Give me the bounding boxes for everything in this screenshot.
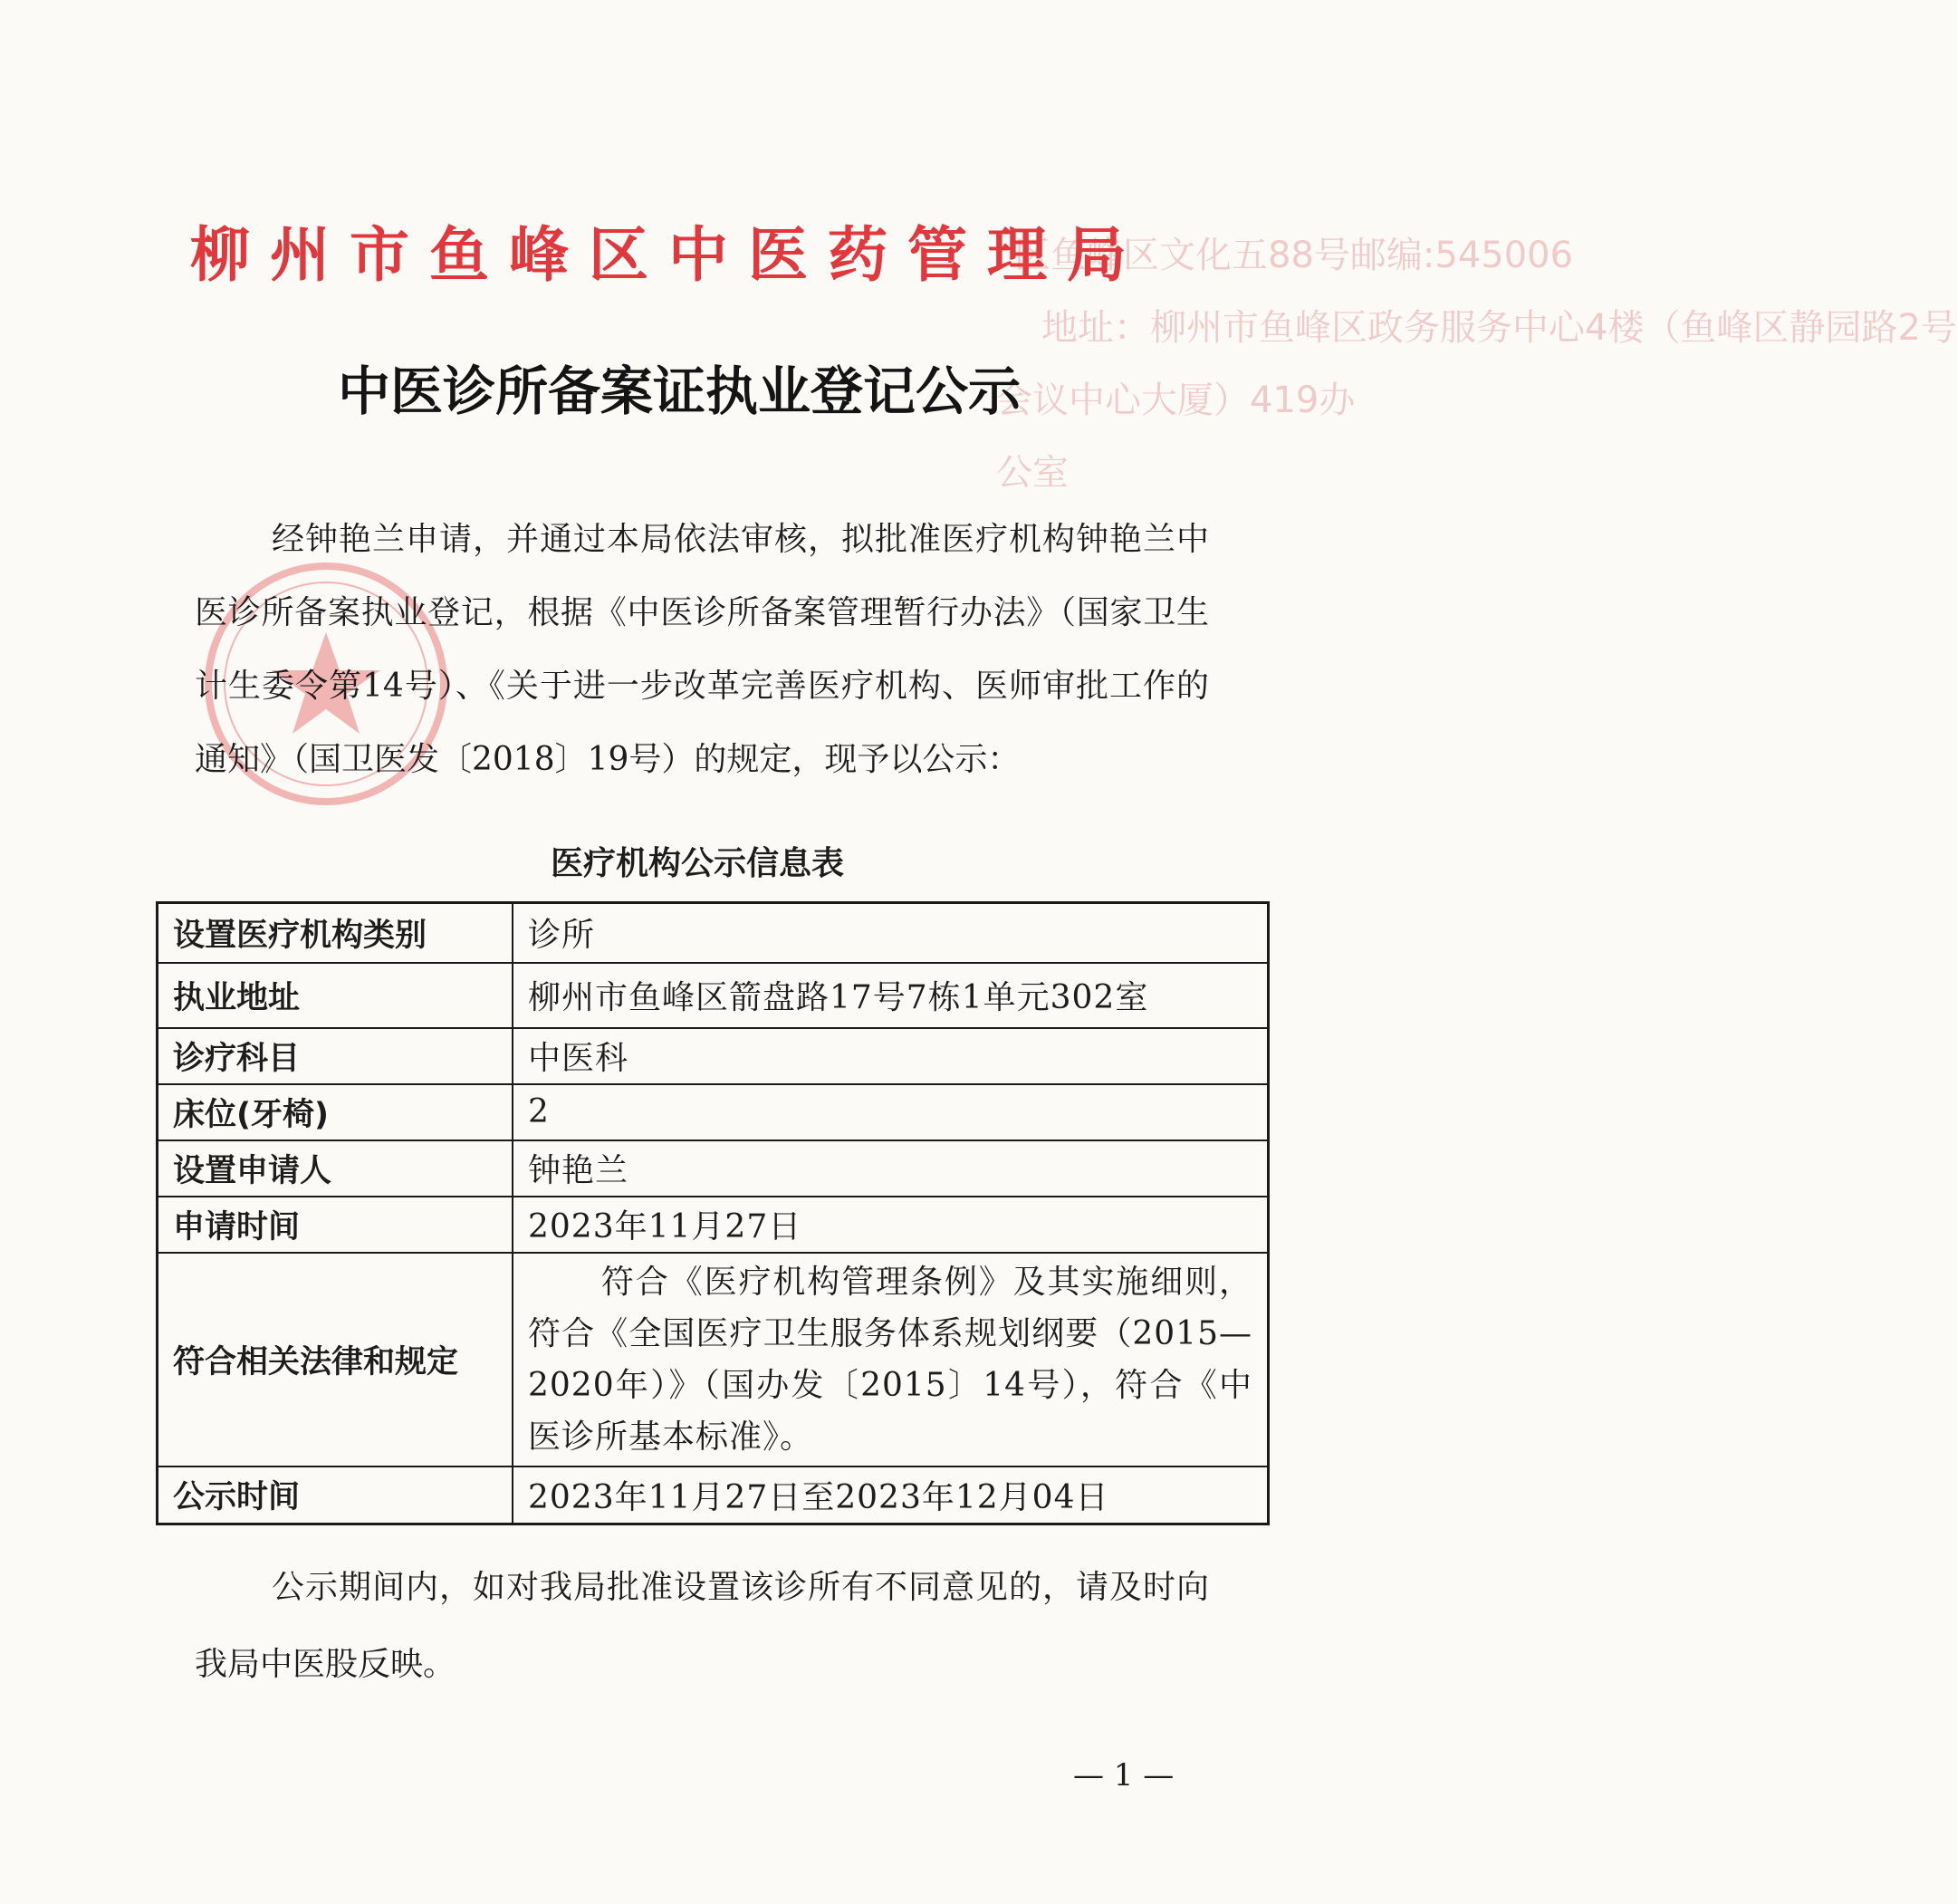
row-value: 2 — [513, 1084, 1269, 1140]
table-row — [158, 903, 1269, 963]
letterhead-org-name: 柳州市鱼峰区中医药管理局 — [190, 220, 1146, 290]
faint-letterhead-line: 会议中心大厦）419办 — [996, 380, 1356, 421]
row-value: 诊所 — [513, 903, 1269, 963]
document-title: 中医诊所备案证执业登记公示 — [337, 361, 1021, 422]
row-label: 执业地址 — [158, 963, 513, 1028]
faint-letterhead-line: 公室 — [996, 452, 1069, 494]
row-label: 申请时间 — [158, 1197, 513, 1253]
row-label: 符合相关法律和规定 — [158, 1253, 513, 1466]
table-row — [158, 1140, 1269, 1197]
row-value: 柳州市鱼峰区箭盘路17号7栋1单元302室 — [513, 963, 1269, 1028]
row-label: 公示时间 — [158, 1466, 513, 1524]
intro-paragraph: 经钟艳兰申请，并通过本局依法审核，拟批准医疗机构钟艳兰中医诊所备案执业登记，根据《中医诊所备案管理暂行办法》（国家卫生计生委令第14号）、《关于进一步改革完善医疗机构、医师审批工作的通知》（国卫医发〔2018〕19号）的规定，现予以公示： — [195, 521, 1209, 778]
row-value: 2023年11月27日至2023年12月04日 — [513, 1466, 1269, 1524]
row-value: 中医科 — [513, 1028, 1269, 1084]
row-label: 设置申请人 — [158, 1140, 513, 1197]
table-row — [158, 1197, 1269, 1253]
table-row — [158, 1466, 1269, 1524]
law-text: 符合《医疗机构管理条例》及其实施细则，符合《全国医疗卫生服务体系规划纲要（2015—2020年）》（国办发〔2015〕14号），符合《中医诊所基本标准》。 — [528, 1263, 1252, 1456]
row-value: 钟艳兰 — [513, 1140, 1269, 1197]
faint-letterhead-line: 区鱼峰区文化五88号邮编:545006 — [1014, 235, 1574, 276]
closing-paragraph: 公示期间内，如对我局批准设置该诊所有不同意见的，请及时向我局中医股反映。 — [195, 1569, 1209, 1683]
row-label: 设置医疗机构类别 — [158, 903, 513, 963]
row-label: 床位(牙椅) — [158, 1084, 513, 1140]
row-label: 诊疗科目 — [158, 1028, 513, 1084]
table-row — [158, 1028, 1269, 1084]
row-value: 2023年11月27日 — [513, 1197, 1269, 1253]
table-caption: 医疗机构公示信息表 — [550, 844, 844, 882]
info-table — [156, 901, 1270, 1525]
faint-letterhead-line: 地址：柳州市鱼峰区政务服务中心4楼（鱼峰区静园路2号 — [1041, 307, 1957, 349]
row-value — [513, 1253, 1269, 1466]
page-number: — 1 — — [1073, 1757, 1175, 1793]
table-row — [158, 1253, 1269, 1466]
table-row — [158, 963, 1269, 1028]
table-row — [158, 1084, 1269, 1140]
